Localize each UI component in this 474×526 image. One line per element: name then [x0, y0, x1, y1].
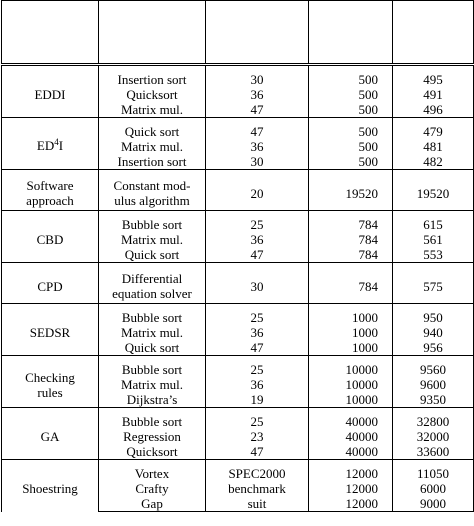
detected-cell [393, 247, 474, 263]
technique-line: rules [37, 384, 63, 400]
detected-cell [393, 444, 474, 460]
case-study-cell [99, 481, 206, 496]
length-cell [206, 429, 309, 444]
case-study-cell-text: Vortex [134, 466, 170, 481]
length-cell-text: 23 [250, 429, 264, 444]
length-cell [206, 340, 309, 356]
table-row [2, 217, 474, 232]
length-cell-text: 30 [250, 154, 264, 169]
injected-cell-text: 40000 [345, 444, 378, 459]
technique-cell [2, 124, 99, 170]
case-study-cell [99, 176, 206, 211]
case-study-cell-text: Constant mod- [113, 178, 191, 193]
length-cell [206, 139, 309, 154]
case-study-cell [99, 444, 206, 460]
case-study-cell-text: Quick sort [124, 340, 180, 355]
spacer-cell [2, 65, 99, 73]
detected-cell-text: 9350 [420, 392, 446, 407]
table-body [2, 65, 474, 512]
technique-cell [2, 414, 99, 460]
case-study-cell [99, 87, 206, 102]
case-study-cell-text: Bubble sort [121, 310, 183, 325]
detected-cell-text: 19520 [416, 185, 450, 201]
technique-text: I [58, 138, 64, 153]
case-study-cell [99, 392, 206, 408]
detected-cell-text: 6000 [420, 481, 446, 496]
detected-cell-text: 575 [423, 278, 443, 294]
case-study-cell-text: Crafty [135, 481, 169, 496]
injected-cell [309, 444, 393, 460]
injected-cell-text: 12000 [345, 481, 378, 496]
case-study-cell-text: Bubble sort [121, 217, 183, 232]
spacer-cell [309, 65, 393, 73]
injected-cell [309, 154, 393, 170]
technique-cell [2, 362, 99, 408]
length-cell [206, 102, 309, 118]
injected-cell [309, 310, 393, 325]
injected-cell [309, 139, 393, 154]
length-cell [206, 154, 309, 170]
technique-text: ED [36, 138, 55, 153]
detected-cell-text: 950 [423, 310, 443, 325]
case-study-cell [99, 325, 206, 340]
length-cell-text: 30 [250, 278, 264, 294]
injected-cell [309, 247, 393, 263]
technique-cell [2, 217, 99, 263]
length-cell [206, 466, 309, 481]
injected-cell-text: 10000 [345, 362, 378, 377]
detected-cell [393, 496, 474, 512]
length-cell-text: 19 [250, 392, 264, 407]
table-row [2, 72, 474, 87]
length-cell [206, 269, 309, 304]
detected-cell [393, 466, 474, 481]
injected-cell-text: 12000 [345, 466, 378, 481]
length-cell [206, 72, 309, 87]
injected-cell [309, 217, 393, 232]
detected-cell-text: 482 [423, 154, 443, 169]
length-cell [206, 325, 309, 340]
injected-cell-text: 784 [358, 247, 378, 262]
detected-cell [393, 232, 474, 247]
detected-cell-text: 956 [423, 340, 443, 355]
injected-cell [309, 414, 393, 429]
case-study-cell [99, 232, 206, 247]
length-cell-text: 47 [250, 124, 264, 139]
case-study-cell-text: equation solver [112, 286, 192, 301]
case-study-cell [99, 247, 206, 263]
detected-cell-text: 553 [423, 247, 443, 262]
technique-cell [2, 310, 99, 356]
header-technique [2, 1, 99, 65]
injected-cell-text: 10000 [345, 377, 378, 392]
case-study-cell-text: Regression [123, 429, 181, 444]
length-cell-text: 25 [250, 414, 264, 429]
table-row [2, 362, 474, 377]
injected-cell [309, 362, 393, 377]
detected-cell-text: 32800 [416, 414, 450, 429]
length-cell [206, 247, 309, 263]
table-row [2, 124, 474, 139]
case-study-cell-text: Matrix mul. [120, 325, 184, 340]
detected-cell-text: 481 [423, 139, 443, 154]
length-cell [206, 414, 309, 429]
table-row [2, 176, 474, 211]
injected-cell [309, 232, 393, 247]
technique-cell [2, 466, 99, 512]
case-study-cell [99, 310, 206, 325]
case-study-cell-text: Bubble sort [121, 414, 183, 429]
case-study-cell-text: Matrix mul. [120, 139, 184, 154]
injected-cell-text: 12000 [345, 496, 378, 511]
injected-cell-text: 500 [358, 139, 378, 154]
length-cell [206, 481, 309, 496]
injected-cell-text: 500 [358, 124, 378, 139]
length-cell-text: 47 [250, 247, 264, 262]
detected-cell-text: 32000 [416, 429, 450, 444]
detected-cell [393, 340, 474, 356]
injected-cell-text: 1000 [352, 325, 378, 340]
length-cell [206, 87, 309, 102]
detected-cell-text: 495 [423, 72, 443, 87]
detected-cell-text: 491 [423, 87, 443, 102]
spacer-cell [393, 65, 474, 73]
length-cell-text: 25 [250, 310, 264, 325]
length-cell-text: 47 [250, 444, 264, 459]
case-study-cell-text: ulus algorithm [114, 193, 190, 208]
length-cell [206, 310, 309, 325]
length-cell [206, 124, 309, 139]
length-cell-text: 36 [250, 377, 264, 392]
detected-cell [393, 87, 474, 102]
injected-cell [309, 124, 393, 139]
detected-cell [393, 325, 474, 340]
technique-line: SEDSR [29, 325, 71, 340]
injected-cell-text: 1000 [352, 310, 378, 325]
length-cell-text: suit [247, 496, 267, 511]
case-study-cell [99, 429, 206, 444]
case-study-cell-text: Matrix mul. [120, 232, 184, 247]
injected-cell-text: 40000 [345, 429, 378, 444]
injected-cell [309, 269, 393, 304]
detected-cell [393, 429, 474, 444]
length-cell [206, 377, 309, 392]
group-spacer [2, 65, 474, 73]
length-cell [206, 444, 309, 460]
detected-cell-text: 11050 [416, 466, 450, 481]
injected-cell [309, 429, 393, 444]
detected-cell [393, 124, 474, 139]
case-study-cell-text: Bubble sort [121, 362, 183, 377]
spacer-cell [99, 65, 206, 73]
detected-cell [393, 154, 474, 170]
case-study-cell [99, 377, 206, 392]
case-study-cell-text: Insertion sort [117, 72, 187, 87]
length-cell-text: benchmark [228, 481, 286, 496]
injected-cell-text: 500 [358, 154, 378, 169]
case-study-cell [99, 496, 206, 512]
injected-cell [309, 102, 393, 118]
detected-cell [393, 481, 474, 496]
injected-cell [309, 176, 393, 211]
length-cell-text: 47 [250, 102, 264, 117]
technique-line: Checking [25, 369, 75, 385]
detected-cell [393, 362, 474, 377]
case-study-cell [99, 154, 206, 170]
technique-line: CPD [37, 278, 63, 294]
detected-cell-text: 9600 [420, 377, 446, 392]
length-cell [206, 496, 309, 512]
technique-line: GA [40, 429, 60, 444]
length-cell [206, 232, 309, 247]
detected-cell [393, 377, 474, 392]
injected-cell [309, 72, 393, 87]
detected-cell-text: 9000 [420, 496, 446, 511]
case-study-cell [99, 72, 206, 87]
length-cell-text: 36 [250, 87, 264, 102]
table-row [2, 466, 474, 481]
length-cell-text: 36 [250, 139, 264, 154]
detected-cell [393, 310, 474, 325]
technique-superscript: 4 [54, 137, 59, 147]
table-row [2, 310, 474, 325]
injected-cell-text: 784 [358, 232, 378, 247]
header-case-studies [99, 1, 206, 65]
header-detected [393, 1, 474, 65]
length-cell-text: SPEC2000 [228, 466, 286, 481]
detected-cell [393, 269, 474, 304]
case-study-cell [99, 269, 206, 304]
technique-cell [2, 176, 99, 211]
case-study-cell-text: Insertion sort [117, 154, 187, 169]
detected-cell [393, 414, 474, 429]
detected-cell-text: 615 [423, 217, 443, 232]
case-study-cell [99, 466, 206, 481]
detected-cell [393, 139, 474, 154]
table-row [2, 414, 474, 429]
injected-cell [309, 466, 393, 481]
injected-cell-text: 500 [358, 87, 378, 102]
case-study-cell-text: Dijkstra’s [126, 392, 178, 407]
length-cell-text: 25 [250, 217, 264, 232]
detected-cell-text: 9560 [420, 362, 446, 377]
injected-cell [309, 481, 393, 496]
detected-cell-text: 33600 [416, 444, 450, 459]
detected-cell-text: 479 [423, 124, 443, 139]
case-study-cell-text: Quick sort [124, 124, 180, 139]
technique-cell [2, 72, 99, 118]
case-study-cell-text: Matrix mul. [120, 377, 184, 392]
detected-cell [393, 176, 474, 211]
injected-cell [309, 392, 393, 408]
technique-line: approach [26, 193, 74, 208]
case-study-cell-text: Quick sort [124, 247, 180, 262]
case-study-cell-text: Quicksort [126, 444, 178, 459]
detected-cell [393, 102, 474, 118]
case-study-cell [99, 414, 206, 429]
length-cell [206, 362, 309, 377]
injected-cell [309, 87, 393, 102]
injected-cell-text: 10000 [345, 392, 378, 407]
case-study-cell [99, 340, 206, 356]
case-study-cell [99, 139, 206, 154]
case-study-cell-text: Quicksort [126, 87, 178, 102]
detected-cell-text: 561 [423, 232, 443, 247]
detected-cell-text: 940 [423, 325, 443, 340]
injected-cell [309, 377, 393, 392]
length-cell-text: 30 [250, 72, 264, 87]
header-length [206, 1, 309, 65]
detected-cell [393, 392, 474, 408]
detected-cell-text: 496 [423, 102, 443, 117]
technique-line: CBD [36, 232, 64, 247]
header-row [2, 1, 474, 65]
injected-cell-text: 19520 [345, 185, 378, 201]
length-cell-text: 36 [250, 232, 264, 247]
technique-line: Shoestring [22, 481, 78, 497]
technique-cell [2, 269, 99, 304]
injected-cell [309, 340, 393, 356]
length-cell-text: 47 [250, 340, 264, 355]
length-cell-text: 25 [250, 362, 264, 377]
case-study-cell-text: Gap [141, 496, 163, 511]
fault-detection-table [1, 0, 474, 512]
table-row [2, 269, 474, 304]
detected-cell [393, 217, 474, 232]
injected-cell-text: 1000 [352, 340, 378, 355]
injected-cell-text: 784 [358, 217, 378, 232]
case-study-cell [99, 362, 206, 377]
length-cell [206, 392, 309, 408]
case-study-cell [99, 124, 206, 139]
technique-line: Software [26, 178, 74, 193]
case-study-cell-text: Differential [121, 271, 183, 286]
detected-cell [393, 72, 474, 87]
injected-cell-text: 784 [358, 278, 378, 294]
header-injected [309, 1, 393, 65]
case-study-cell [99, 217, 206, 232]
length-cell-text: 20 [250, 185, 264, 201]
injected-cell [309, 325, 393, 340]
case-study-cell [99, 102, 206, 118]
case-study-cell-text: Matrix mul. [120, 102, 184, 117]
injected-cell-text: 500 [358, 102, 378, 117]
length-cell-text: 36 [250, 325, 264, 340]
spacer-cell [206, 65, 309, 73]
injected-cell-text: 500 [358, 72, 378, 87]
length-cell [206, 176, 309, 211]
length-cell [206, 217, 309, 232]
injected-cell [309, 496, 393, 512]
injected-cell-text: 40000 [345, 414, 378, 429]
technique-line: EDDI [34, 87, 66, 102]
